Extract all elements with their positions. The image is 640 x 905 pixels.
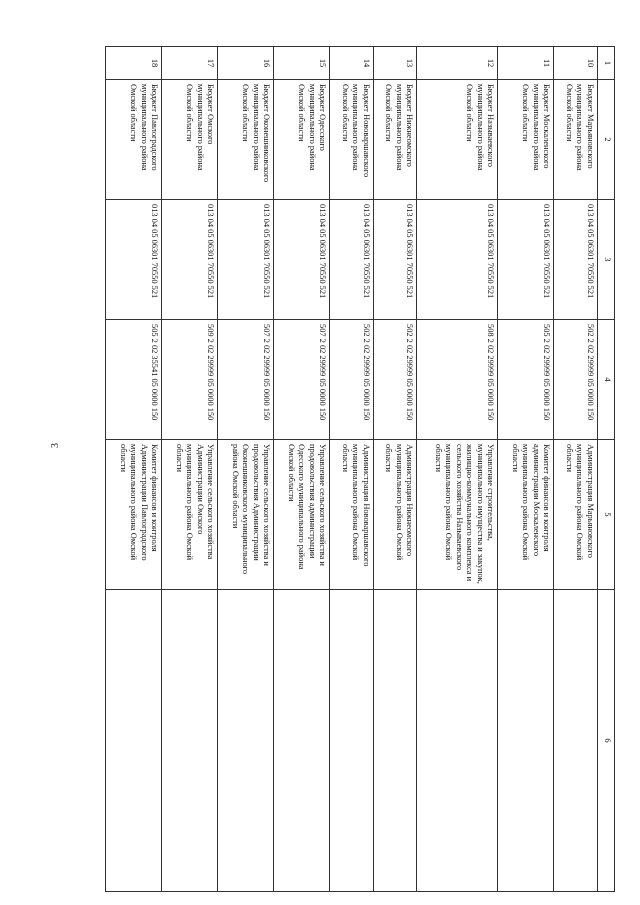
income-code: 507 2 02 29999 05 0000 150 [218, 320, 274, 440]
table-row [162, 47, 218, 892]
administrator-name: Управление строительства, муниципального имущества и закупок, жилищно-коммунального комплекса и сельского хозяйства Называевского муниципального района Омской области [417, 440, 498, 590]
budget-name: Бюджет Павлоградского муниципального района Омской области [106, 80, 162, 200]
table-header-row [598, 47, 615, 892]
budget-name: Бюджет Москаленского муниципального района Омской области [498, 80, 554, 200]
income-code: 505 2 02 35541 05 0000 150 [106, 320, 162, 440]
budget-code: 013 04 05 06301 70550 521 [330, 200, 374, 320]
column-header: 5 [598, 440, 615, 590]
budget-code: 013 04 05 06301 70550 521 [218, 200, 274, 320]
row-number: 12 [417, 47, 498, 80]
extra-cell [218, 590, 274, 892]
extra-cell [274, 590, 330, 892]
table-row [373, 47, 417, 892]
administrator-name: Администрация Марьяновского муниципального района Омской области [554, 440, 598, 590]
income-code: 502 2 02 29999 05 0000 150 [554, 320, 598, 440]
income-code: 502 2 02 29999 05 0000 150 [373, 320, 417, 440]
table-row [106, 47, 162, 892]
administrator-name: Управление сельского хозяйства и продовольствия Администрации Оконешниковского муниципального района Омской области [218, 440, 274, 590]
budget-code: 013 04 05 06301 70550 521 [417, 200, 498, 320]
budget-name: Бюджет Одесского муниципального района Омской области [274, 80, 330, 200]
row-number: 17 [162, 47, 218, 80]
budget-name: Бюджет Нововаршавского муниципального района Омской области [330, 80, 374, 200]
administrator-name: Комитет финансов и контроля Администрации Павлоградского муниципального района Омской области [106, 440, 162, 590]
income-code: 505 2 02 29999 05 0000 150 [498, 320, 554, 440]
administrator-name: Управление сельского хозяйства и продовольствия администрации Одесского муниципального района Омской области [274, 440, 330, 590]
budget-name: Бюджет Омского муниципального района Омской области [162, 80, 218, 200]
budget-code: 013 04 05 06301 70550 521 [498, 200, 554, 320]
extra-cell [106, 590, 162, 892]
table-row [554, 47, 598, 892]
row-number: 14 [330, 47, 374, 80]
extra-cell [162, 590, 218, 892]
budget-code: 013 04 05 06301 70550 521 [106, 200, 162, 320]
income-code: 502 2 02 29999 05 0000 150 [330, 320, 374, 440]
row-number: 15 [274, 47, 330, 80]
budget-name: Бюджет Марьяновского муниципального района Омской области [554, 80, 598, 200]
income-code: 507 2 02 29999 05 0000 150 [274, 320, 330, 440]
income-code: 509 2 02 29999 05 0000 150 [162, 320, 218, 440]
table-row [417, 47, 498, 892]
column-header: 4 [598, 320, 615, 440]
administrator-name: Администрация Нижнеомского муниципального района Омской области [373, 440, 417, 590]
budget-code: 013 04 05 06301 70550 521 [274, 200, 330, 320]
page-number: 3 [50, 443, 61, 448]
budget-code: 013 04 05 06301 70550 521 [373, 200, 417, 320]
table-row [218, 47, 274, 892]
row-number: 11 [498, 47, 554, 80]
table-row [498, 47, 554, 892]
column-header: 6 [598, 590, 615, 892]
administrator-name: Комитет финансов и контроля администрации Москаленского муниципального района Омской области [498, 440, 554, 590]
extra-cell [554, 590, 598, 892]
extra-cell [373, 590, 417, 892]
row-number: 10 [554, 47, 598, 80]
column-header: 2 [598, 80, 615, 200]
row-number: 13 [373, 47, 417, 80]
row-number: 16 [218, 47, 274, 80]
income-code: 508 2 02 29999 05 0000 150 [417, 320, 498, 440]
extra-cell [330, 590, 374, 892]
administrator-name: Администрация Нововаршавского муниципального района Омской области [330, 440, 374, 590]
budget-name: Бюджет Называевского муниципального района Омской области [417, 80, 498, 200]
budget-code: 013 04 05 06301 70550 521 [162, 200, 218, 320]
table-row [330, 47, 374, 892]
budget-name: Бюджет Нижнеомского муниципального района Омской области [373, 80, 417, 200]
rotated-table-container [105, 46, 615, 891]
budget-name: Бюджет Оконешниковского муниципального района Омской области [218, 80, 274, 200]
column-header: 1 [598, 47, 615, 80]
row-number: 18 [106, 47, 162, 80]
budget-table [105, 46, 615, 892]
extra-cell [417, 590, 498, 892]
column-header: 3 [598, 200, 615, 320]
administrator-name: Управление сельского хозяйства Администрации Омского муниципального района Омской области [162, 440, 218, 590]
table-row [274, 47, 330, 892]
extra-cell [498, 590, 554, 892]
budget-code: 013 04 05 06301 70550 521 [554, 200, 598, 320]
